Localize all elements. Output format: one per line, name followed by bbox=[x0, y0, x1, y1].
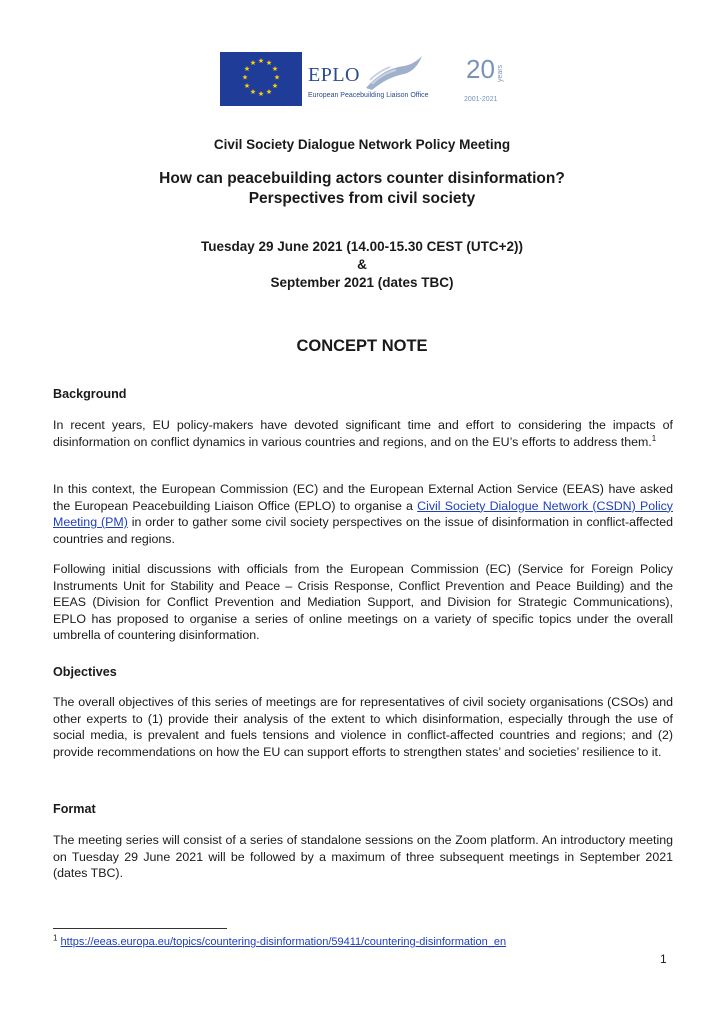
svg-text:★: ★ bbox=[257, 90, 265, 98]
svg-text:★: ★ bbox=[265, 88, 273, 96]
format-paragraph bbox=[53, 832, 673, 882]
background-paragraph-1-text: In recent years, EU policy-makers have devoted significant time and effort to considering the impacts of disinformation on conflict dynamics in various countries and regions, and on the EU’s efforts to address them. bbox=[53, 418, 673, 449]
date-ampersand: & bbox=[357, 257, 367, 272]
footnote bbox=[53, 933, 507, 948]
date-line-1: Tuesday 29 June 2021 (14.00-15.30 CEST (UTC+2)) bbox=[200, 239, 524, 254]
anniversary-years: years bbox=[497, 64, 504, 82]
main-title-line-1: How can peacebuilding actors counter disinformation? bbox=[159, 170, 565, 187]
background-paragraph-3-text: Following initial discussions with officials from the European Commission (EC) (Service for Foreign Policy Instruments Unit for Stability and Peace – Crisis Response, Conflict Prevention and Peace Building) and the EEAS (Division for Conflict Prevention and Mediation Support, and Division for Strategic Communications), EPLO has proposed to organise a series of online meetings on a variety of specific topics under the overall umbrella of countering disinformation. bbox=[53, 562, 673, 643]
main-title-line-2: Perspectives from civil society bbox=[248, 190, 476, 207]
meeting-dates bbox=[0, 238, 724, 292]
svg-text:★: ★ bbox=[271, 82, 279, 90]
objectives-paragraph bbox=[53, 694, 673, 760]
date-line-2: September 2021 (dates TBC) bbox=[270, 275, 454, 290]
background-paragraph-1 bbox=[53, 417, 673, 450]
meeting-title: Civil Society Dialogue Network Policy Meeting bbox=[213, 137, 511, 152]
svg-text:★: ★ bbox=[273, 73, 281, 82]
header-logos bbox=[220, 50, 510, 108]
background-paragraph-2-pre: In this context, the European Commission (EC) and the European External Action Service (EEAS) have asked the European Peacebuilding Liaison Office (EPLO) to organise a bbox=[53, 482, 673, 513]
format-heading: Format bbox=[53, 802, 96, 816]
objectives-heading: Objectives bbox=[53, 665, 117, 679]
objectives-paragraph-text: The overall objectives of this series of meetings are for representatives of civil society organisations (CSOs) and other experts to (1) provide their analysis of the extent to which disinformation, especially through the use of social media, is prevalent and fuels tensions and violence in conflict-affected countries and regions; and (2) provide recommendations on how the EU can support efforts to strengthen states’ and societies’ resilience to it. bbox=[53, 695, 673, 759]
concept-note-heading: CONCEPT NOTE bbox=[296, 337, 428, 355]
svg-text:★: ★ bbox=[249, 88, 257, 96]
background-paragraph-3 bbox=[53, 561, 673, 644]
background-heading: Background bbox=[53, 387, 127, 401]
svg-text:★: ★ bbox=[257, 57, 265, 65]
svg-text:★: ★ bbox=[265, 59, 273, 67]
svg-text:★: ★ bbox=[243, 82, 251, 90]
format-paragraph-text: The meeting series will consist of a series of standalone sessions on the Zoom platform. An introductory meeting on Tuesday 29 June 2021 will be followed by a maximum of three subsequent meetings in September 2021 (dates TBC). bbox=[53, 833, 673, 881]
svg-text:★: ★ bbox=[271, 65, 279, 73]
anniversary-number: 20 bbox=[466, 54, 495, 84]
footnote-divider bbox=[53, 928, 227, 929]
csdn-policy-meeting-link[interactable]: Civil Society Dialogue Network (CSDN) Policy Meeting (PM) bbox=[53, 498, 673, 530]
svg-text:★: ★ bbox=[241, 73, 249, 82]
main-title bbox=[0, 169, 724, 209]
svg-text:★: ★ bbox=[249, 59, 257, 67]
eplo-logo-text: EPLO bbox=[308, 64, 360, 86]
eplo-logo-subtitle: European Peacebuilding Liaison Office bbox=[308, 92, 429, 99]
anniversary-range: 2001-2021 bbox=[464, 96, 498, 103]
dove-icon bbox=[364, 54, 424, 94]
background-paragraph-2-post: in order to gather some civil society perspectives on the issue of disinformation in conflict-affected countries and regions. bbox=[53, 515, 673, 546]
anniversary-logo bbox=[464, 54, 514, 108]
background-paragraph-2 bbox=[53, 481, 673, 547]
eu-flag-logo bbox=[220, 52, 302, 106]
footnote-number: 1 bbox=[53, 933, 58, 943]
eplo-logo bbox=[308, 50, 428, 108]
footnote-link[interactable]: https://eeas.europa.eu/topics/countering-disinformation/59411/countering-disinformation_en bbox=[60, 936, 507, 948]
page-number: 1 bbox=[660, 952, 667, 966]
svg-text:★: ★ bbox=[243, 65, 251, 73]
footnote-reference: 1 bbox=[651, 433, 657, 443]
